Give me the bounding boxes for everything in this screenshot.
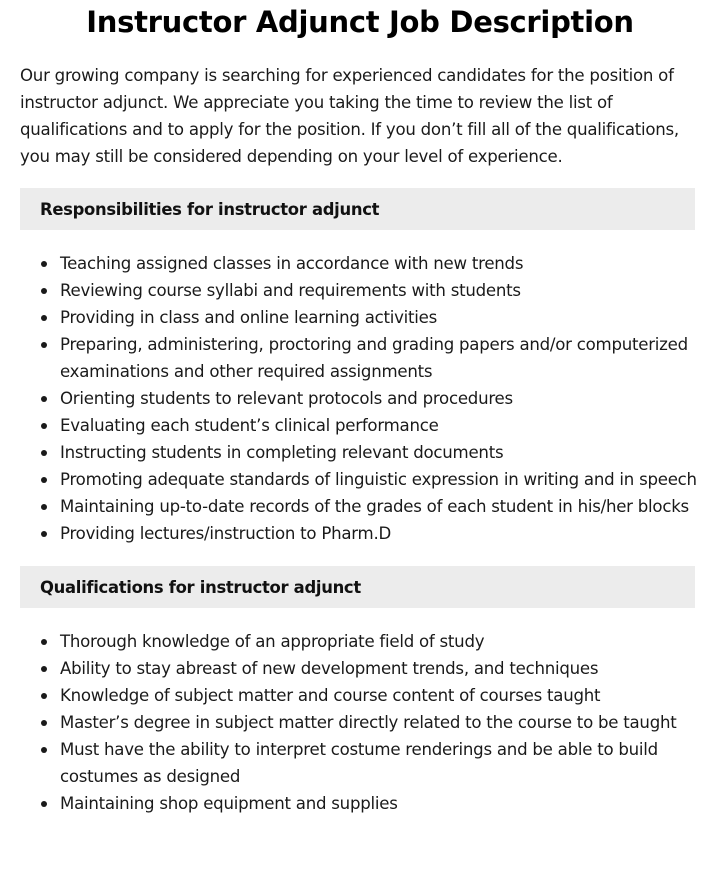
responsibility-item-text: Providing lectures/instruction to Pharm.D bbox=[60, 524, 392, 543]
responsibility-item-text: Providing in class and online learning activities bbox=[60, 308, 438, 327]
bullet-icon bbox=[41, 288, 47, 294]
qualification-item bbox=[60, 709, 700, 736]
responsibility-item-text: Orienting students to relevant protocols and procedures bbox=[60, 389, 513, 408]
qualification-item bbox=[60, 790, 700, 817]
qualifications-header bbox=[20, 566, 695, 608]
bullet-icon bbox=[41, 801, 47, 807]
qualification-item bbox=[60, 682, 700, 709]
responsibility-item bbox=[60, 304, 700, 331]
qualification-item-text: Maintaining shop equipment and supplies bbox=[60, 794, 398, 813]
qualifications-heading: Qualifications for instructor adjunct bbox=[40, 577, 361, 597]
qualification-item-text: Master’s degree in subject matter directly related to the course to be taught bbox=[60, 713, 677, 732]
bullet-icon bbox=[41, 720, 47, 726]
bullet-icon bbox=[41, 396, 47, 402]
bullet-icon bbox=[41, 423, 47, 429]
responsibility-item bbox=[60, 493, 700, 520]
responsibility-item-text: Teaching assigned classes in accordance with new trends bbox=[60, 254, 524, 273]
responsibility-item-text: Maintaining up-to-date records of the grades of each student in his/her blocks bbox=[60, 497, 689, 516]
intro-paragraph: Our growing company is searching for experienced candidates for the position of instructor adjunct. We appreciate you taking the time to review the list of qualifications and to apply for the position. If you don’t fill all of the qualifications, you may still be considered depending on your level of experience. bbox=[20, 66, 679, 166]
qualification-item-text: Ability to stay abreast of new development trends, and techniques bbox=[60, 659, 599, 678]
bullet-icon bbox=[41, 531, 47, 537]
responsibility-item-text: Instructing students in completing relevant documents bbox=[60, 443, 504, 462]
responsibility-item bbox=[60, 466, 700, 493]
bullet-icon bbox=[41, 477, 47, 483]
responsibility-item bbox=[60, 385, 700, 412]
page-title: Instructor Adjunct Job Description bbox=[86, 5, 634, 39]
responsibility-item bbox=[60, 520, 700, 547]
bullet-icon bbox=[41, 747, 47, 753]
responsibility-item-text: Promoting adequate standards of linguistic expression in writing and in speech bbox=[60, 470, 697, 489]
bullet-icon bbox=[41, 261, 47, 267]
bullet-icon bbox=[41, 666, 47, 672]
responsibility-item bbox=[60, 250, 700, 277]
qualification-item bbox=[60, 628, 700, 655]
responsibility-item-text: Preparing, administering, proctoring and grading papers and/or computerized examinations and other required assignments bbox=[60, 335, 688, 381]
qualification-item-text: Must have the ability to interpret costume renderings and be able to build costumes as designed bbox=[60, 740, 658, 786]
responsibilities-list bbox=[20, 250, 700, 547]
bullet-icon bbox=[41, 315, 47, 321]
bullet-icon bbox=[41, 450, 47, 456]
qualification-item bbox=[60, 736, 700, 790]
bullet-icon bbox=[41, 693, 47, 699]
responsibility-item bbox=[60, 331, 700, 385]
qualification-item-text: Thorough knowledge of an appropriate field of study bbox=[60, 632, 485, 651]
bullet-icon bbox=[41, 639, 47, 645]
responsibility-item bbox=[60, 277, 700, 304]
responsibility-item-text: Reviewing course syllabi and requirements with students bbox=[60, 281, 521, 300]
qualification-item-text: Knowledge of subject matter and course content of courses taught bbox=[60, 686, 601, 705]
responsibility-item-text: Evaluating each student’s clinical performance bbox=[60, 416, 439, 435]
qualification-item bbox=[60, 655, 700, 682]
bullet-icon bbox=[41, 504, 47, 510]
responsibilities-heading: Responsibilities for instructor adjunct bbox=[40, 199, 380, 219]
responsibility-item bbox=[60, 439, 700, 466]
qualifications-list bbox=[20, 628, 700, 817]
responsibilities-header bbox=[20, 188, 695, 230]
responsibility-item bbox=[60, 412, 700, 439]
bullet-icon bbox=[41, 342, 47, 348]
